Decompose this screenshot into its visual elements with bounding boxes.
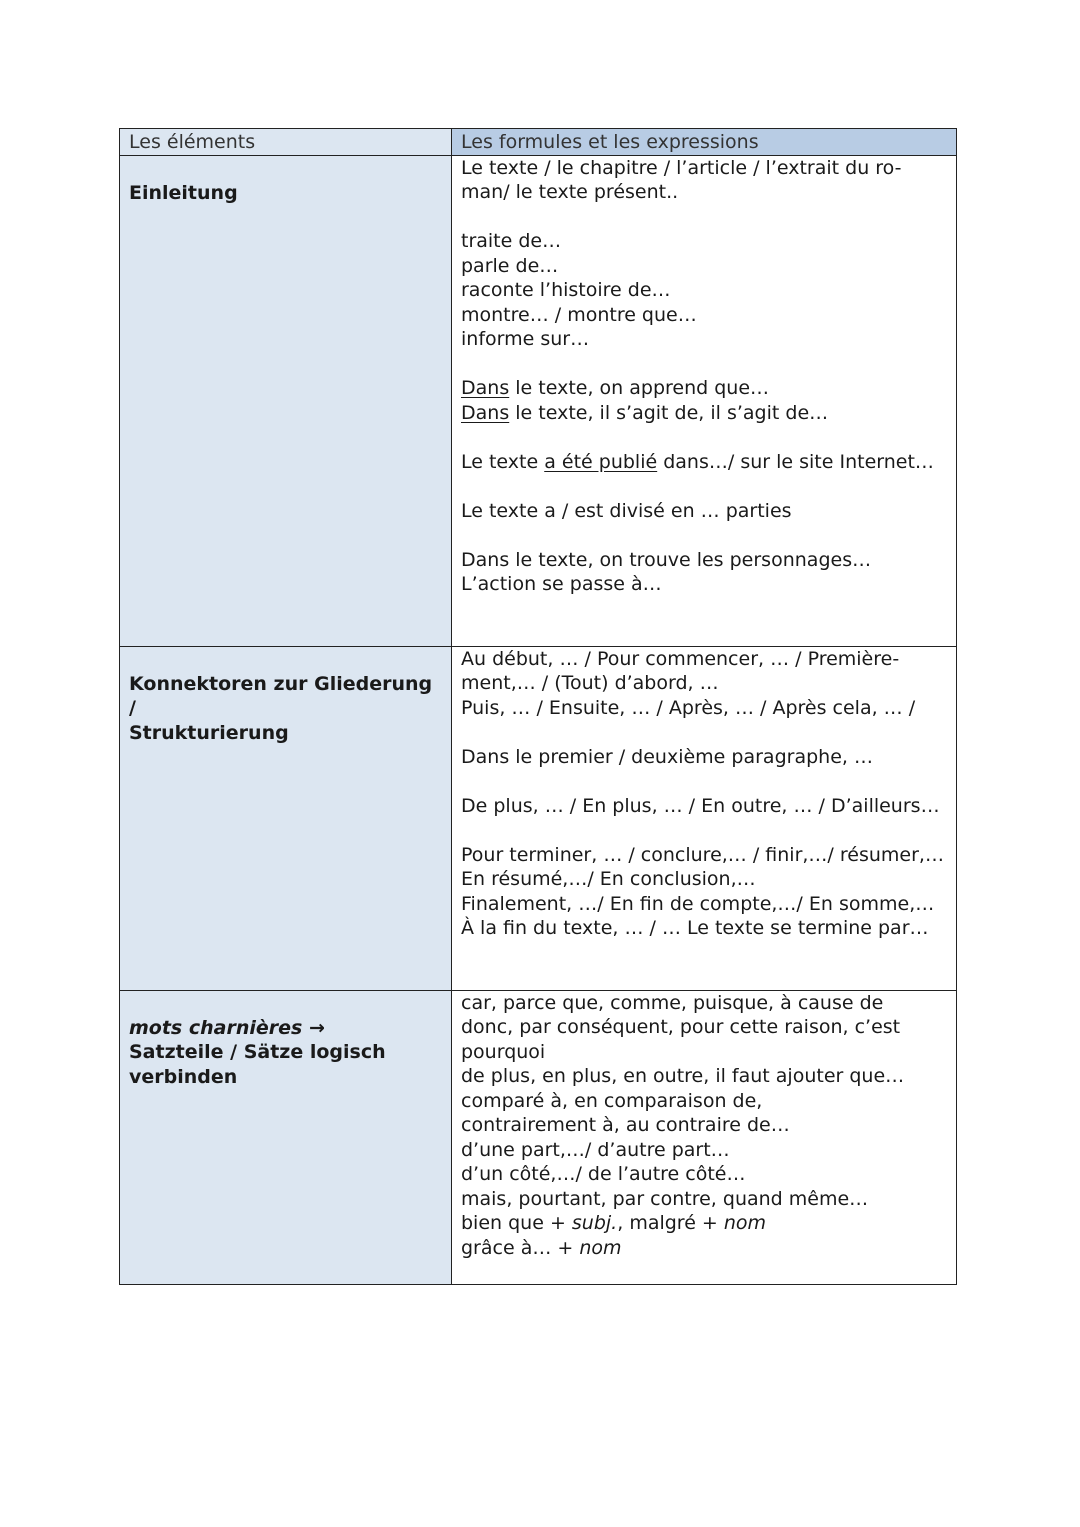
element-cell — [120, 646, 452, 990]
formula-line: montre… / montre que… — [461, 303, 697, 326]
formula-line: Au début, … / Pour commencer, … / Première- — [461, 647, 900, 670]
formula-text: le texte, il s’agit de, il s’agit de… — [509, 401, 829, 424]
formula-line: raconte l’histoire de… — [461, 279, 671, 301]
formula-text: bien que + — [461, 1212, 572, 1234]
blank-line — [461, 769, 948, 794]
formula-line: car, parce que, comme, puisque, à cause de — [461, 991, 884, 1014]
formula-line: ment,… / (Tout) d’abord, … — [461, 672, 719, 694]
table-row — [120, 155, 957, 646]
underlined-text: Dans — [461, 377, 510, 399]
formula-line: pourquoi — [461, 1040, 546, 1063]
formula-line: de plus, en plus, en outre, il faut ajouter que… — [461, 1065, 905, 1087]
formula-line — [461, 1236, 948, 1261]
formula-line: mais, pourtant, par contre, quand même… — [461, 1187, 869, 1210]
formula-line: Finalement, …/ En fin de compte,…/ En somme,… — [461, 892, 935, 915]
italic-text: subj. — [571, 1212, 618, 1234]
table-header-row — [120, 129, 957, 156]
blank-line — [461, 818, 948, 843]
formula-line: En résumé,…/ En conclusion,… — [461, 868, 756, 890]
formula-text: dans…/ sur le site Internet… — [657, 450, 934, 473]
underlined-text: Dans — [461, 401, 510, 424]
italic-text: nom — [723, 1212, 767, 1234]
formula-line: Puis, … / Ensuite, … / Après, … / Après cela, … / — [461, 696, 916, 719]
formula-line: Le texte / le chapitre / l’article / l’extrait du ro- — [461, 156, 902, 179]
formula-line: informe sur… — [461, 328, 590, 350]
formula-line: Dans le premier / deuxième paragraphe, … — [461, 745, 873, 768]
formula-line: d’une part,…/ d’autre part… — [461, 1138, 730, 1161]
formula-line — [461, 450, 948, 475]
blank-line — [461, 205, 948, 230]
element-cell — [120, 155, 452, 646]
formula-line: Pour terminer, … / conclure,… / finir,…/ résumer,… — [461, 843, 944, 866]
formula-text: le texte, on apprend que… — [509, 377, 770, 399]
formula-line: d’un côté,…/ de l’autre côté… — [461, 1163, 746, 1185]
formula-text: , malgré + — [617, 1212, 724, 1234]
formula-line: man/ le texte présent.. — [461, 181, 679, 203]
formula-line: contrairement à, au contraire de… — [461, 1114, 790, 1136]
element-title: Einleitung — [129, 181, 238, 204]
blank-line — [461, 352, 948, 377]
formula-line — [461, 1211, 948, 1236]
formula-line: donc, par conséquent, pour cette raison, c’est — [461, 1016, 901, 1038]
formula-line — [461, 376, 948, 401]
formula-line: traite de… — [461, 230, 562, 252]
element-title: mots charnières → — [129, 1016, 325, 1039]
expressions-table — [119, 128, 957, 1285]
formulas-cell — [452, 646, 957, 990]
element-title: Strukturierung — [129, 721, 289, 744]
header-formulas: Les formules et les expressions — [452, 129, 957, 156]
element-title: verbinden — [129, 1065, 238, 1088]
underlined-text: a été publié — [544, 450, 658, 473]
blank-line — [461, 523, 948, 548]
blank-line — [461, 425, 948, 450]
table-row — [120, 990, 957, 1284]
header-elements: Les éléments — [120, 129, 452, 156]
formula-line: À la fin du texte, … / … Le texte se termine par… — [461, 917, 929, 939]
element-title: Konnektoren zur Gliederung / — [129, 672, 433, 719]
formula-line: L’action se passe à… — [461, 573, 662, 595]
formula-line — [461, 401, 948, 426]
formula-line: Le texte a / est divisé en … parties — [461, 499, 792, 522]
element-title: Satzteile / Sätze logisch — [129, 1041, 386, 1063]
blank-line — [461, 474, 948, 499]
table-row — [120, 646, 957, 990]
formula-text: grâce à… + — [461, 1236, 580, 1259]
formula-line: parle de… — [461, 254, 559, 277]
element-cell — [120, 990, 452, 1284]
formula-line: De plus, … / En plus, … / En outre, … / D’ailleurs… — [461, 794, 940, 817]
blank-line — [461, 720, 948, 745]
formulas-cell — [452, 155, 957, 646]
formula-line: comparé à, en comparaison de, — [461, 1089, 763, 1112]
formula-line: Dans le texte, on trouve les personnages… — [461, 548, 872, 571]
italic-text: nom — [579, 1236, 622, 1259]
formulas-cell — [452, 990, 957, 1284]
formula-text: Le texte — [461, 450, 545, 473]
